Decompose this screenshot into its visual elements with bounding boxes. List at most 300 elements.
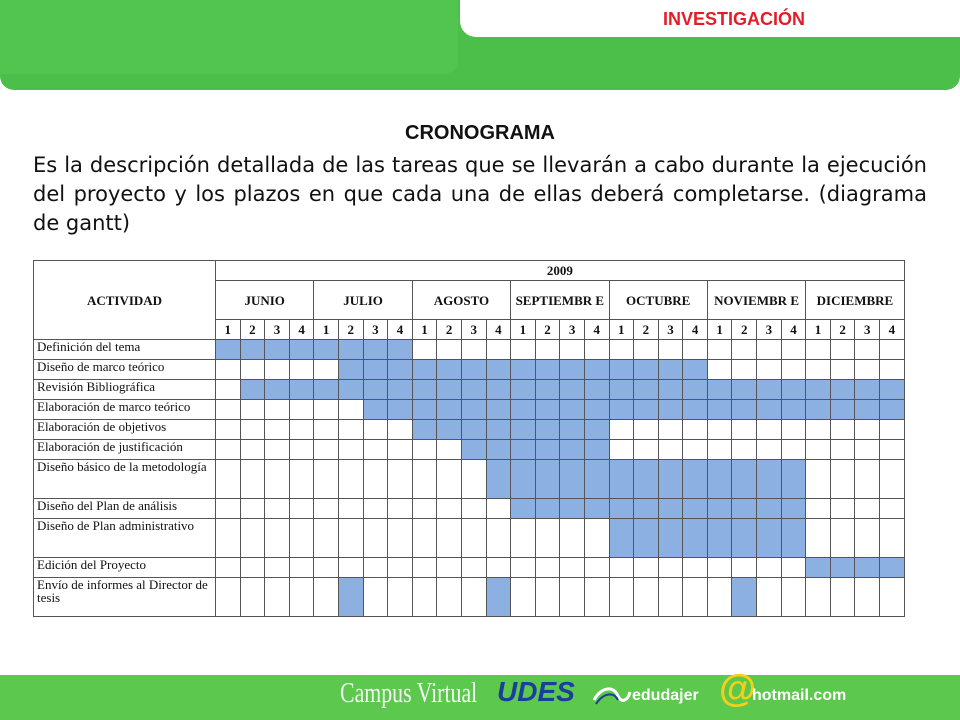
gantt-bar-cell xyxy=(338,578,363,617)
gantt-empty-cell xyxy=(363,440,388,460)
gantt-empty-cell xyxy=(806,340,831,360)
gantt-bar-cell xyxy=(560,400,585,420)
gantt-bar-cell xyxy=(683,400,708,420)
week-number: 4 xyxy=(781,320,806,340)
gantt-bar-cell xyxy=(314,380,339,400)
gantt-empty-cell xyxy=(757,420,782,440)
gantt-bar-cell xyxy=(511,380,536,400)
gantt-empty-cell xyxy=(683,558,708,578)
gantt-empty-cell xyxy=(609,440,634,460)
gantt-empty-cell xyxy=(363,420,388,440)
gantt-empty-cell xyxy=(511,519,536,558)
gantt-empty-cell xyxy=(314,578,339,617)
gantt-empty-cell xyxy=(732,558,757,578)
gantt-empty-cell xyxy=(855,360,880,380)
gantt-bar-cell xyxy=(609,519,634,558)
gantt-empty-cell xyxy=(338,400,363,420)
gantt-bar-cell xyxy=(486,578,511,617)
gantt-empty-cell xyxy=(412,519,437,558)
gantt-empty-cell xyxy=(609,558,634,578)
week-number: 1 xyxy=(412,320,437,340)
week-number: 3 xyxy=(560,320,585,340)
activity-name: Elaboración de marco teórico xyxy=(34,400,216,420)
gantt-bar-cell xyxy=(683,519,708,558)
gantt-empty-cell xyxy=(830,499,855,519)
week-number: 2 xyxy=(830,320,855,340)
gantt-bar-cell xyxy=(535,420,560,440)
gantt-empty-cell xyxy=(880,578,905,617)
gantt-empty-cell xyxy=(437,340,462,360)
gantt-empty-cell xyxy=(683,420,708,440)
gantt-empty-cell xyxy=(265,400,290,420)
gantt-bar-cell xyxy=(781,380,806,400)
gantt-empty-cell xyxy=(757,360,782,380)
gantt-bar-cell xyxy=(584,420,609,440)
activity-name: Definición del tema xyxy=(34,340,216,360)
gantt-bar-cell xyxy=(683,380,708,400)
gantt-bar-cell xyxy=(363,360,388,380)
gantt-empty-cell xyxy=(707,440,732,460)
gantt-empty-cell xyxy=(634,440,659,460)
gantt-empty-cell xyxy=(363,578,388,617)
gantt-bar-cell xyxy=(707,460,732,499)
gantt-empty-cell xyxy=(437,499,462,519)
gantt-empty-cell xyxy=(830,519,855,558)
gantt-empty-cell xyxy=(486,519,511,558)
gantt-empty-cell xyxy=(412,558,437,578)
gantt-bar-cell xyxy=(314,340,339,360)
gantt-bar-cell xyxy=(609,460,634,499)
gantt-bar-cell xyxy=(486,380,511,400)
gantt-empty-cell xyxy=(289,578,314,617)
gantt-empty-cell xyxy=(806,460,831,499)
gantt-bar-cell xyxy=(707,400,732,420)
gantt-bar-cell xyxy=(511,360,536,380)
gantt-empty-cell xyxy=(732,420,757,440)
gantt-empty-cell xyxy=(634,420,659,440)
gantt-empty-cell xyxy=(830,440,855,460)
gantt-empty-cell xyxy=(880,460,905,499)
gantt-empty-cell xyxy=(658,558,683,578)
gantt-empty-cell xyxy=(855,340,880,360)
gantt-empty-cell xyxy=(461,460,486,499)
gantt-bar-cell xyxy=(363,380,388,400)
email-domain: hotmail.com xyxy=(752,687,847,704)
section-label: INVESTIGACIÓN xyxy=(662,9,805,29)
gantt-bar-cell xyxy=(535,360,560,380)
gantt-bar-cell xyxy=(388,360,413,380)
week-number: 4 xyxy=(880,320,905,340)
gantt-empty-cell xyxy=(732,440,757,460)
gantt-bar-cell xyxy=(511,460,536,499)
gantt-bar-cell xyxy=(265,340,290,360)
gantt-bar-cell xyxy=(412,380,437,400)
swoosh-icon xyxy=(592,684,632,706)
week-number: 3 xyxy=(461,320,486,340)
week-number: 4 xyxy=(584,320,609,340)
gantt-empty-cell xyxy=(216,558,241,578)
gantt-bar-cell xyxy=(781,519,806,558)
page-title: CRONOGRAMA xyxy=(405,122,555,144)
header-banner-left xyxy=(0,0,458,74)
gantt-empty-cell xyxy=(806,578,831,617)
gantt-empty-cell xyxy=(437,440,462,460)
year-header: 2009 xyxy=(216,261,905,281)
week-number: 4 xyxy=(388,320,413,340)
gantt-empty-cell xyxy=(584,519,609,558)
gantt-empty-cell xyxy=(363,519,388,558)
gantt-empty-cell xyxy=(486,558,511,578)
gantt-chart-table xyxy=(33,260,905,617)
gantt-bar-cell xyxy=(289,340,314,360)
gantt-bar-cell xyxy=(880,400,905,420)
gantt-bar-cell xyxy=(535,400,560,420)
gantt-bar-cell xyxy=(560,440,585,460)
gantt-bar-cell xyxy=(511,499,536,519)
gantt-empty-cell xyxy=(363,460,388,499)
gantt-bar-cell xyxy=(830,380,855,400)
gantt-bar-cell xyxy=(560,460,585,499)
gantt-bar-cell xyxy=(560,360,585,380)
gantt-empty-cell xyxy=(707,420,732,440)
gantt-empty-cell xyxy=(338,558,363,578)
gantt-empty-cell xyxy=(437,519,462,558)
gantt-bar-cell xyxy=(511,400,536,420)
gantt-bar-cell xyxy=(338,380,363,400)
week-number: 2 xyxy=(240,320,265,340)
gantt-bar-cell xyxy=(732,499,757,519)
gantt-bar-cell xyxy=(781,460,806,499)
gantt-empty-cell xyxy=(338,460,363,499)
gantt-empty-cell xyxy=(265,578,290,617)
week-number: 1 xyxy=(707,320,732,340)
gantt-bar-cell xyxy=(658,460,683,499)
gantt-empty-cell xyxy=(388,420,413,440)
gantt-bar-cell xyxy=(388,400,413,420)
gantt-bar-cell xyxy=(634,360,659,380)
gantt-empty-cell xyxy=(240,420,265,440)
gantt-empty-cell xyxy=(634,558,659,578)
gantt-empty-cell xyxy=(314,420,339,440)
gantt-bar-cell xyxy=(240,380,265,400)
gantt-bar-cell xyxy=(511,440,536,460)
gantt-empty-cell xyxy=(757,440,782,460)
gantt-bar-cell xyxy=(584,400,609,420)
gantt-bar-cell xyxy=(707,499,732,519)
table-row xyxy=(34,380,905,400)
gantt-empty-cell xyxy=(412,460,437,499)
gantt-empty-cell xyxy=(683,578,708,617)
week-number: 4 xyxy=(683,320,708,340)
gantt-empty-cell xyxy=(265,460,290,499)
gantt-empty-cell xyxy=(240,519,265,558)
gantt-bar-cell xyxy=(609,360,634,380)
gantt-empty-cell xyxy=(560,519,585,558)
gantt-bar-cell xyxy=(658,519,683,558)
week-number: 2 xyxy=(634,320,659,340)
gantt-bar-cell xyxy=(486,440,511,460)
gantt-bar-cell xyxy=(584,380,609,400)
gantt-empty-cell xyxy=(634,340,659,360)
gantt-bar-cell xyxy=(437,380,462,400)
gantt-empty-cell xyxy=(732,360,757,380)
gantt-empty-cell xyxy=(216,440,241,460)
gantt-empty-cell xyxy=(880,519,905,558)
activity-name: Elaboración de justificación xyxy=(34,440,216,460)
gantt-empty-cell xyxy=(511,578,536,617)
gantt-empty-cell xyxy=(289,558,314,578)
gantt-bar-cell xyxy=(683,460,708,499)
week-number: 3 xyxy=(757,320,782,340)
activity-name: Envío de informes al Director de tesis xyxy=(34,578,216,617)
gantt-bar-cell xyxy=(634,519,659,558)
gantt-bar-cell xyxy=(757,519,782,558)
week-number: 3 xyxy=(658,320,683,340)
gantt-bar-cell xyxy=(634,400,659,420)
gantt-bar-cell xyxy=(486,460,511,499)
activity-name: Revisión Bibliográfica xyxy=(34,380,216,400)
gantt-empty-cell xyxy=(338,440,363,460)
gantt-empty-cell xyxy=(461,578,486,617)
gantt-year-row xyxy=(34,261,905,281)
table-row xyxy=(34,360,905,380)
gantt-bar-cell xyxy=(634,499,659,519)
gantt-empty-cell xyxy=(757,340,782,360)
gantt-bar-cell xyxy=(609,400,634,420)
gantt-empty-cell xyxy=(216,360,241,380)
gantt-empty-cell xyxy=(338,499,363,519)
gantt-empty-cell xyxy=(830,360,855,380)
gantt-bar-cell xyxy=(412,360,437,380)
gantt-empty-cell xyxy=(314,558,339,578)
week-number: 2 xyxy=(437,320,462,340)
activity-name: Edición del Proyecto xyxy=(34,558,216,578)
gantt-bar-cell xyxy=(584,360,609,380)
gantt-empty-cell xyxy=(658,340,683,360)
gantt-bar-cell xyxy=(757,400,782,420)
month-header: AGOSTO xyxy=(412,281,510,320)
table-row xyxy=(34,400,905,420)
gantt-empty-cell xyxy=(314,460,339,499)
gantt-bar-cell xyxy=(560,499,585,519)
gantt-bar-cell xyxy=(461,400,486,420)
gantt-bar-cell xyxy=(265,380,290,400)
gantt-bar-cell xyxy=(634,380,659,400)
gantt-empty-cell xyxy=(388,578,413,617)
gantt-empty-cell xyxy=(757,558,782,578)
gantt-empty-cell xyxy=(634,578,659,617)
gantt-empty-cell xyxy=(880,360,905,380)
week-number: 1 xyxy=(609,320,634,340)
gantt-empty-cell xyxy=(216,519,241,558)
gantt-empty-cell xyxy=(240,499,265,519)
gantt-bar-cell xyxy=(880,558,905,578)
gantt-bar-cell xyxy=(732,380,757,400)
gantt-empty-cell xyxy=(609,578,634,617)
gantt-empty-cell xyxy=(781,558,806,578)
gantt-empty-cell xyxy=(289,420,314,440)
gantt-bar-cell xyxy=(683,499,708,519)
gantt-empty-cell xyxy=(289,460,314,499)
gantt-empty-cell xyxy=(216,499,241,519)
gantt-empty-cell xyxy=(855,460,880,499)
gantt-empty-cell xyxy=(584,578,609,617)
gantt-empty-cell xyxy=(560,340,585,360)
gantt-bar-cell xyxy=(855,380,880,400)
gantt-empty-cell xyxy=(289,499,314,519)
gantt-bar-cell xyxy=(830,400,855,420)
gantt-bar-cell xyxy=(461,360,486,380)
gantt-bar-cell xyxy=(732,519,757,558)
gantt-bar-cell xyxy=(658,380,683,400)
gantt-bar-cell xyxy=(363,340,388,360)
gantt-bar-cell xyxy=(412,400,437,420)
gantt-empty-cell xyxy=(314,499,339,519)
description-text: Es la descripción detallada de las tareas que se llevarán a cabo durante la ejecución del proyecto y los plazos en que cada una de ellas deberá completarse. (diagrama de gantt) xyxy=(33,153,927,235)
month-header: NOVIEMBR E xyxy=(707,281,805,320)
gantt-empty-cell xyxy=(707,360,732,380)
gantt-empty-cell xyxy=(216,578,241,617)
gantt-bar-cell xyxy=(511,420,536,440)
gantt-bar-cell xyxy=(240,340,265,360)
gantt-empty-cell xyxy=(658,420,683,440)
gantt-empty-cell xyxy=(806,499,831,519)
gantt-bar-cell xyxy=(757,499,782,519)
gantt-empty-cell xyxy=(314,360,339,380)
gantt-empty-cell xyxy=(683,340,708,360)
gantt-empty-cell xyxy=(486,499,511,519)
gantt-empty-cell xyxy=(781,578,806,617)
gantt-empty-cell xyxy=(658,440,683,460)
gantt-bar-cell xyxy=(880,380,905,400)
activity-name: Diseño del Plan de análisis xyxy=(34,499,216,519)
month-header: JULIO xyxy=(314,281,412,320)
gantt-empty-cell xyxy=(806,360,831,380)
table-row xyxy=(34,340,905,360)
gantt-empty-cell xyxy=(707,340,732,360)
gantt-empty-cell xyxy=(560,558,585,578)
gantt-empty-cell xyxy=(855,519,880,558)
gantt-bar-cell xyxy=(707,380,732,400)
gantt-empty-cell xyxy=(560,578,585,617)
gantt-empty-cell xyxy=(461,558,486,578)
activity-header: ACTIVIDAD xyxy=(34,261,216,340)
gantt-empty-cell xyxy=(412,340,437,360)
week-number: 4 xyxy=(486,320,511,340)
table-row xyxy=(34,440,905,460)
gantt-empty-cell xyxy=(781,340,806,360)
gantt-empty-cell xyxy=(880,420,905,440)
gantt-empty-cell xyxy=(855,420,880,440)
gantt-empty-cell xyxy=(461,499,486,519)
week-number: 3 xyxy=(855,320,880,340)
gantt-bar-cell xyxy=(634,460,659,499)
gantt-empty-cell xyxy=(732,340,757,360)
gantt-empty-cell xyxy=(535,340,560,360)
gantt-bar-cell xyxy=(806,558,831,578)
gantt-empty-cell xyxy=(855,440,880,460)
gantt-bar-cell xyxy=(461,380,486,400)
week-number: 3 xyxy=(265,320,290,340)
gantt-bar-cell xyxy=(658,499,683,519)
gantt-empty-cell xyxy=(461,519,486,558)
gantt-bar-cell xyxy=(486,420,511,440)
gantt-empty-cell xyxy=(338,519,363,558)
gantt-empty-cell xyxy=(806,420,831,440)
gantt-bar-cell xyxy=(535,499,560,519)
gantt-empty-cell xyxy=(265,558,290,578)
gantt-empty-cell xyxy=(240,440,265,460)
gantt-bar-cell xyxy=(535,460,560,499)
gantt-bar-cell xyxy=(683,360,708,380)
gantt-empty-cell xyxy=(757,578,782,617)
gantt-empty-cell xyxy=(781,360,806,380)
at-sign-icon: @ xyxy=(719,668,757,710)
gantt-bar-cell xyxy=(437,400,462,420)
gantt-empty-cell xyxy=(289,400,314,420)
gantt-empty-cell xyxy=(707,578,732,617)
gantt-empty-cell xyxy=(363,558,388,578)
activity-name: Diseño básico de la metodología xyxy=(34,460,216,499)
gantt-empty-cell xyxy=(830,420,855,440)
gantt-empty-cell xyxy=(461,340,486,360)
gantt-empty-cell xyxy=(806,440,831,460)
week-number: 1 xyxy=(511,320,536,340)
gantt-bar-cell xyxy=(584,499,609,519)
gantt-empty-cell xyxy=(265,499,290,519)
gantt-empty-cell xyxy=(535,578,560,617)
week-number: 4 xyxy=(289,320,314,340)
gantt-empty-cell xyxy=(240,400,265,420)
table-row xyxy=(34,558,905,578)
gantt-empty-cell xyxy=(511,558,536,578)
gantt-empty-cell xyxy=(265,360,290,380)
gantt-empty-cell xyxy=(830,460,855,499)
gantt-bar-cell xyxy=(486,360,511,380)
gantt-empty-cell xyxy=(363,499,388,519)
gantt-empty-cell xyxy=(265,420,290,440)
gantt-empty-cell xyxy=(412,499,437,519)
gantt-bar-cell xyxy=(338,360,363,380)
gantt-empty-cell xyxy=(781,420,806,440)
gantt-empty-cell xyxy=(388,460,413,499)
gantt-empty-cell xyxy=(289,440,314,460)
gantt-empty-cell xyxy=(412,578,437,617)
gantt-empty-cell xyxy=(683,440,708,460)
gantt-empty-cell xyxy=(781,440,806,460)
gantt-bar-cell xyxy=(486,400,511,420)
gantt-empty-cell xyxy=(265,519,290,558)
gantt-bar-cell xyxy=(806,400,831,420)
table-row xyxy=(34,420,905,440)
gantt-empty-cell xyxy=(216,400,241,420)
gantt-empty-cell xyxy=(289,360,314,380)
week-number: 2 xyxy=(338,320,363,340)
week-number: 1 xyxy=(216,320,241,340)
gantt-empty-cell xyxy=(437,578,462,617)
month-header: DICIEMBRE xyxy=(806,281,904,320)
gantt-empty-cell xyxy=(240,360,265,380)
gantt-empty-cell xyxy=(216,380,241,400)
gantt-bar-cell xyxy=(388,340,413,360)
month-header: OCTUBRE xyxy=(609,281,707,320)
gantt-bar-cell xyxy=(437,360,462,380)
gantt-empty-cell xyxy=(535,558,560,578)
udes-logo: UDES xyxy=(497,676,575,707)
table-row xyxy=(34,519,905,558)
gantt-bar-cell xyxy=(388,380,413,400)
gantt-bar-cell xyxy=(732,460,757,499)
